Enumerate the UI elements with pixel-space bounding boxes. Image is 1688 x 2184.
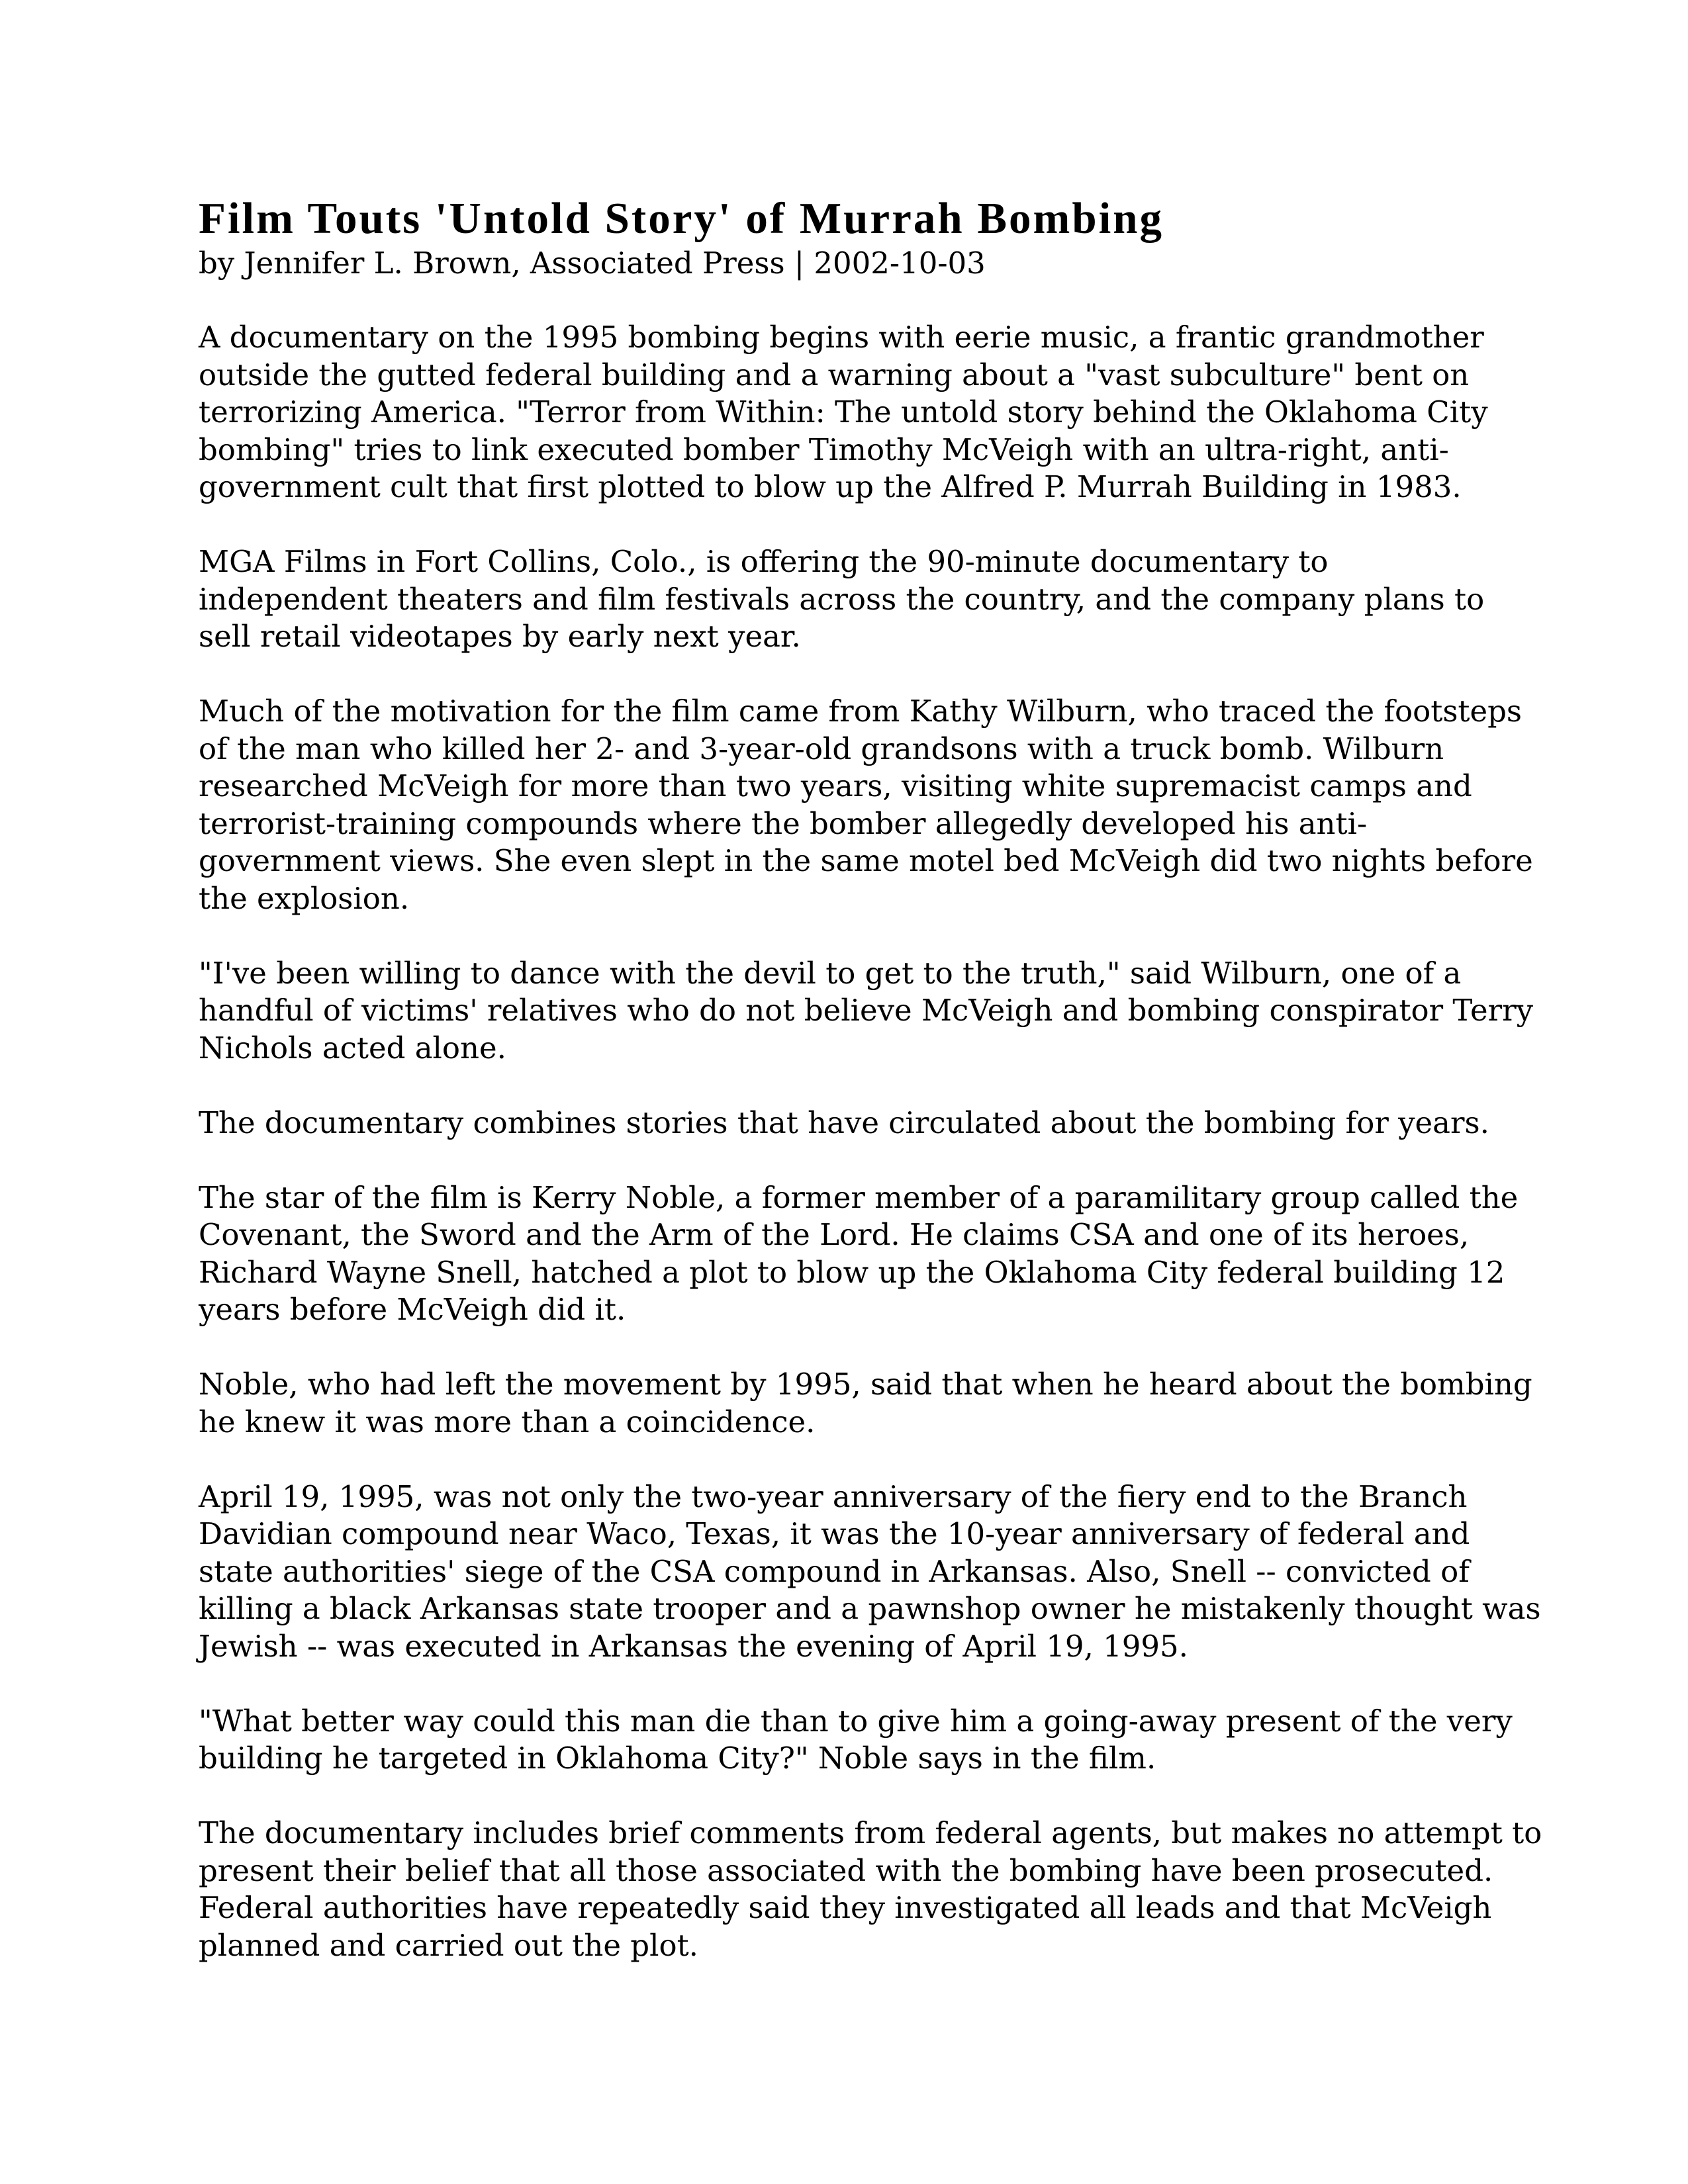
paragraph-line: The documentary combines stories that have circulated about the bombing for years. xyxy=(199,1105,1489,1140)
paragraph-line: Davidian compound near Waco, Texas, it was the 10-year anniversary of federal and xyxy=(199,1516,1470,1551)
paragraph-line: Nichols acted alone. xyxy=(199,1030,506,1066)
paragraph-line: killing a black Arkansas state trooper and a pawnshop owner he mistakenly thought was xyxy=(199,1591,1541,1626)
paragraph-line: bombing" tries to link executed bomber Timothy McVeigh with an ultra-right, anti- xyxy=(199,432,1449,467)
paragraph-line: Federal authorities have repeatedly said they investigated all leads and that McVeigh xyxy=(199,1890,1492,1925)
article-paragraph xyxy=(199,1366,1532,1441)
paragraph-line: outside the gutted federal building and a warning about a "vast subculture" bent on xyxy=(199,357,1470,392)
paragraph-line: terrorist-training compounds where the bomber allegedly developed his anti- xyxy=(199,805,1368,841)
article-paragraph xyxy=(199,1479,1541,1666)
paragraph-line: Richard Wayne Snell, hatched a plot to blow up the Oklahoma City federal building 12 xyxy=(199,1254,1505,1290)
paragraph-line: A documentary on the 1995 bombing begins with eerie music, a frantic grandmother xyxy=(199,320,1484,355)
paragraph-line: MGA Films in Fort Collins, Colo., is offering the 90-minute documentary to xyxy=(199,544,1329,579)
article-paragraph xyxy=(199,1703,1513,1778)
article-title: Film Touts 'Untold Story' of Murrah Bombing xyxy=(199,194,1164,243)
article-paragraph xyxy=(199,319,1509,506)
article-byline: by Jennifer L. Brown, Associated Press | 2002-10-03 xyxy=(199,246,986,281)
paragraph-line: of the man who killed her 2- and 3-year-old grandsons with a truck bomb. Wilburn xyxy=(199,731,1444,766)
paragraph-line: building he targeted in Oklahoma City?" Noble says in the film. xyxy=(199,1741,1156,1776)
paragraph-line: government views. She even slept in the same motel bed McVeigh did two nights before xyxy=(199,843,1533,878)
paragraph-line: government cult that first plotted to blow up the Alfred P. Murrah Building in 1983. xyxy=(199,469,1462,504)
paragraph-line: "What better way could this man die than to give him a going-away present of the very xyxy=(199,1703,1513,1739)
article-paragraph xyxy=(199,1815,1542,1964)
paragraph-line: planned and carried out the plot. xyxy=(199,1927,698,1963)
paragraph-line: present their belief that all those associated with the bombing have been prosecuted. xyxy=(199,1852,1493,1888)
paragraph-line: researched McVeigh for more than two years, visiting white supremacist camps and xyxy=(199,768,1472,803)
paragraph-line: terrorizing America. "Terror from Within: The untold story behind the Oklahoma City xyxy=(199,394,1488,430)
article-paragraph xyxy=(199,543,1509,656)
article-paragraph xyxy=(199,693,1533,917)
paragraph-line: sell retail videotapes by early next year. xyxy=(199,619,801,654)
paragraph-line: Jewish -- was executed in Arkansas the evening of April 19, 1995. xyxy=(199,1628,1188,1664)
article-paragraph xyxy=(199,955,1534,1068)
paragraph-line: state authorities' siege of the CSA compound in Arkansas. Also, Snell -- convicted of xyxy=(199,1553,1470,1589)
paragraph-line: The documentary includes brief comments from federal agents, but makes no attempt to xyxy=(199,1815,1542,1850)
article-paragraph xyxy=(199,1105,1509,1142)
article-paragraph xyxy=(199,1179,1519,1329)
paragraph-line: he knew it was more than a coincidence. xyxy=(199,1404,816,1439)
paragraph-line: handful of victims' relatives who do not believe McVeigh and bombing conspirator Terry xyxy=(199,993,1534,1028)
document-page xyxy=(199,192,1542,2002)
paragraph-line: April 19, 1995, was not only the two-year anniversary of the fiery end to the Branch xyxy=(199,1479,1468,1514)
paragraph-line: The star of the film is Kerry Noble, a former member of a paramilitary group called the xyxy=(199,1179,1519,1215)
paragraph-line: independent theaters and film festivals across the country, and the company plans to xyxy=(199,581,1485,617)
paragraph-line: Covenant, the Sword and the Arm of the Lord. He claims CSA and one of its heroes, xyxy=(199,1217,1470,1252)
paragraph-line: Noble, who had left the movement by 1995, said that when he heard about the bombing xyxy=(199,1367,1532,1402)
paragraph-line: "I've been willing to dance with the devil to get to the truth," said Wilburn, one of a xyxy=(199,955,1462,991)
paragraph-line: years before McVeigh did it. xyxy=(199,1292,626,1327)
paragraph-line: the explosion. xyxy=(199,880,410,916)
article-body xyxy=(199,319,1542,1964)
paragraph-line: Much of the motivation for the film came from Kathy Wilburn, who traced the footsteps xyxy=(199,694,1523,729)
